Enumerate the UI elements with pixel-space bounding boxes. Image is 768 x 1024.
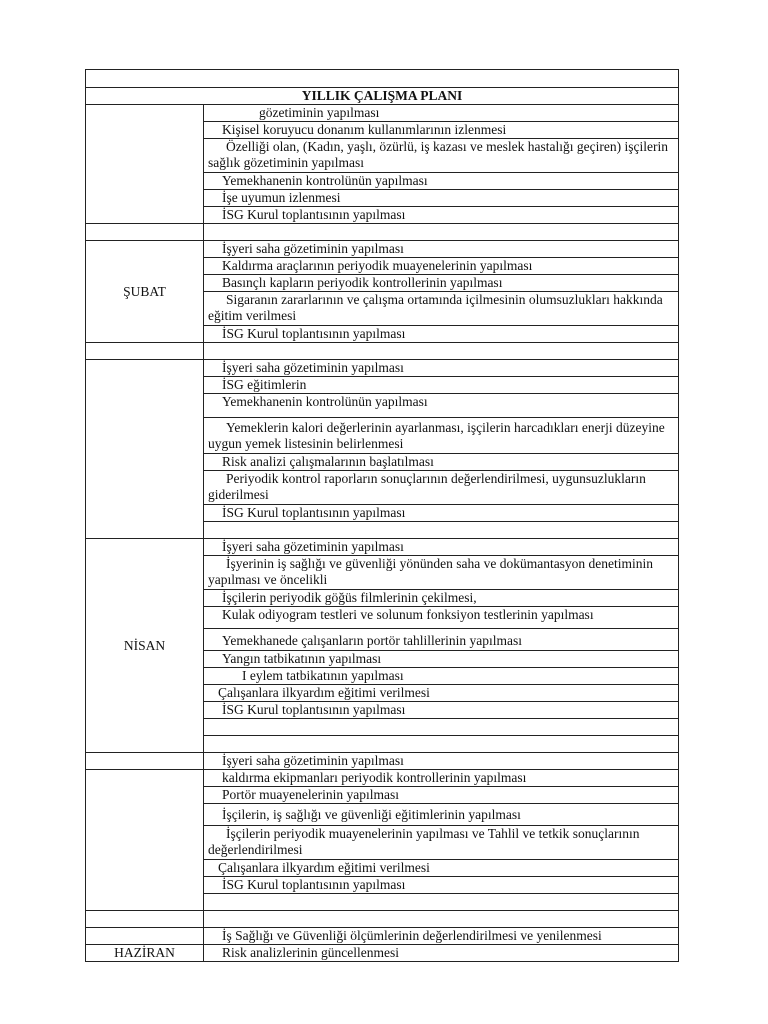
spacer-cell (204, 719, 679, 736)
spacer-cell (204, 522, 679, 539)
plan-item: İSG Kurul toplantısının yapılması (204, 505, 679, 522)
plan-item: İşyeri saha gözetiminin yapılması (204, 241, 679, 258)
spacer-cell (204, 911, 679, 928)
plan-item: Kulak odiyogram testleri ve solunum fonksiyon testlerinin yapılması (204, 607, 679, 629)
spacer-cell (204, 736, 679, 753)
plan-item: gözetiminin yapılması (204, 105, 679, 122)
plan-item: Kişisel koruyucu donanım kullanımlarının izlenmesi (204, 122, 679, 139)
plan-item: İşçilerin periyodik muayenelerinin yapılması ve Tahlil ve tetkik sonuçlarının değerlendirilmesi (204, 826, 679, 860)
plan-item: Çalışanlara ilkyardım eğitimi verilmesi (204, 685, 679, 702)
month-label-subat: ŞUBAT (86, 241, 204, 343)
empty-header-row (86, 70, 679, 88)
plan-item: Sigaranın zararlarının ve çalışma ortamında içilmesinin olumsuzlukları hakkında eğitim verilmesi (204, 292, 679, 326)
plan-item: I eylem tatbikatının yapılması (204, 668, 679, 685)
plan-item: Yemekhanede çalışanların portör tahlillerinin yapılması (204, 629, 679, 651)
plan-item: Portör muayenelerinin yapılması (204, 787, 679, 804)
plan-item: İSG Kurul toplantısının yapılması (204, 877, 679, 894)
plan-item: Çalışanlara ilkyardım eğitimi verilmesi (204, 860, 679, 877)
spacer-cell (204, 224, 679, 241)
plan-item: İSG eğitimlerin (204, 377, 679, 394)
month-cell-empty (86, 770, 204, 911)
plan-item: İşçilerin, iş sağlığı ve güvenliği eğitimlerinin yapılması (204, 804, 679, 826)
spacer-cell (86, 224, 204, 241)
plan-item: İşyeri saha gözetiminin yapılması (204, 753, 679, 770)
plan-item: Risk analizlerinin güncellenmesi (204, 945, 679, 962)
plan-item: Kaldırma araçlarının periyodik muayenelerinin yapılması (204, 258, 679, 275)
plan-item: Yemeklerin kalori değerlerinin ayarlanması, işçilerin harcadıkları enerji düzeyine uygun yemek listesinin belirlenmesi (204, 418, 679, 454)
plan-item: İSG Kurul toplantısının yapılması (204, 326, 679, 343)
month-cell-empty (86, 105, 204, 224)
plan-item: Periyodik kontrol raporların sonuçlarının değerlendirilmesi, uygunsuzlukların giderilmesi (204, 471, 679, 505)
plan-item: İşe uyumun izlenmesi (204, 190, 679, 207)
month-cell-empty (86, 360, 204, 539)
plan-item: İşyeri saha gözetiminin yapılması (204, 539, 679, 556)
month-cell-empty (86, 928, 204, 945)
plan-item: İşyeri saha gözetiminin yapılması (204, 360, 679, 377)
spacer-cell (204, 343, 679, 360)
month-label-haziran: HAZİRAN (86, 945, 204, 962)
plan-item: İSG Kurul toplantısının yapılması (204, 702, 679, 719)
month-cell-empty (86, 753, 204, 770)
plan-item: Özelliği olan, (Kadın, yaşlı, özürlü, iş kazası ve meslek hastalığı geçiren) işçilerin sağlık gözetiminin yapılması (204, 139, 679, 173)
plan-item: Yemekhanenin kontrolünün yapılması (204, 173, 679, 190)
spacer-cell (86, 911, 204, 928)
plan-item: İşyerinin iş sağlığı ve güvenliği yönünden saha ve dokümantasyon denetiminin yapılması ve öncelikli (204, 556, 679, 590)
table-title: YILLIK ÇALIŞMA PLANI (86, 88, 679, 105)
annual-work-plan-table (85, 69, 679, 962)
plan-item: kaldırma ekipmanları periyodik kontrollerinin yapılması (204, 770, 679, 787)
plan-item: İşçilerin periyodik göğüs filmlerinin çekilmesi, (204, 590, 679, 607)
plan-item: Basınçlı kapların periyodik kontrollerinin yapılması (204, 275, 679, 292)
plan-item: İSG Kurul toplantısının yapılması (204, 207, 679, 224)
plan-item: İş Sağlığı ve Güvenliği ölçümlerinin değerlendirilmesi ve yenilenmesi (204, 928, 679, 945)
spacer-cell (86, 343, 204, 360)
plan-item: Risk analizi çalışmalarının başlatılması (204, 454, 679, 471)
month-label-nisan: NİSAN (86, 539, 204, 753)
plan-item: Yemekhanenin kontrolünün yapılması (204, 394, 679, 418)
plan-item: Yangın tatbikatının yapılması (204, 651, 679, 668)
spacer-cell (204, 894, 679, 911)
